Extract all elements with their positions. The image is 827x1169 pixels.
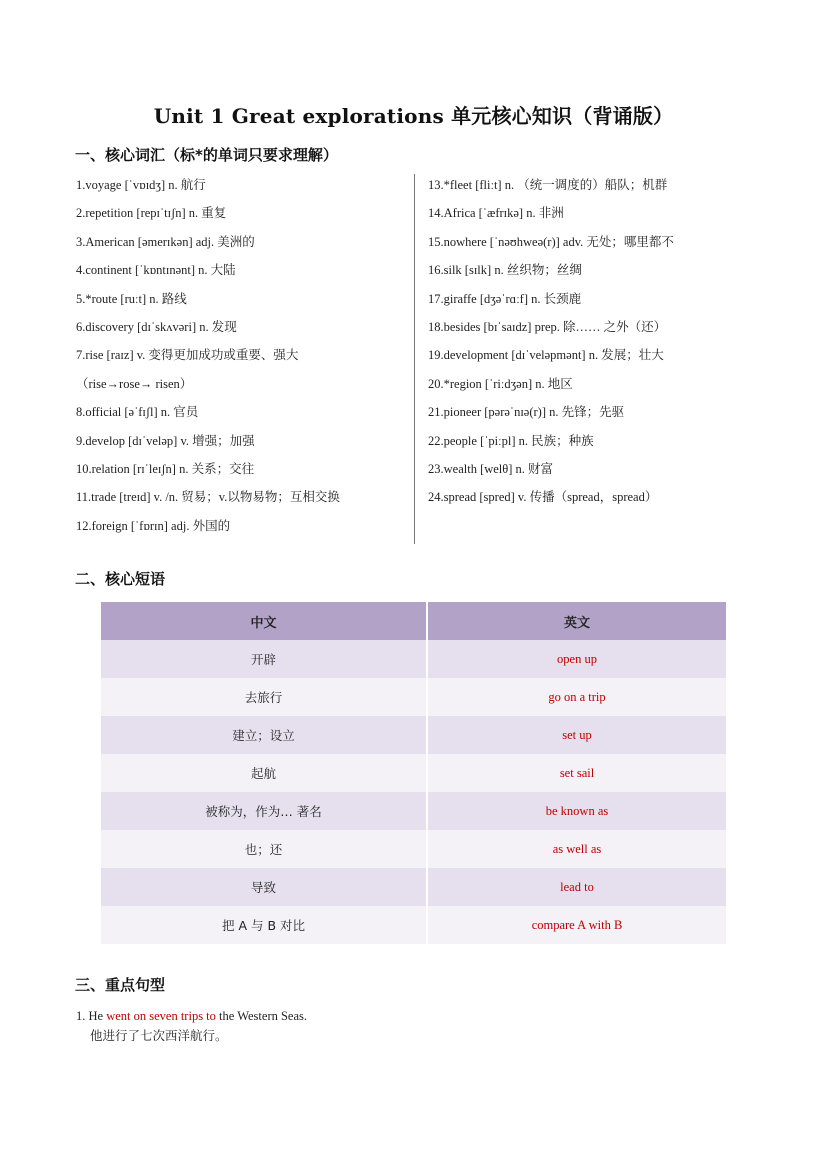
phrase-chinese: 起航 bbox=[101, 754, 427, 792]
table-row bbox=[101, 716, 726, 754]
vocab-item: 4.continent [ˈkɒntɪnənt] n. 大陆 bbox=[76, 263, 236, 278]
sentence-translation: 他进行了七次西洋航行。 bbox=[90, 1028, 228, 1043]
sentence-english bbox=[76, 1006, 307, 1026]
vocab-item: 15.nowhere [ˈnəʊhweə(r)] adv. 无处；哪里都不 bbox=[428, 234, 674, 249]
vocab-item: 10.relation [rɪˈleɪʃn] n. 关系；交往 bbox=[76, 461, 255, 476]
section-heading-sentences: 三、重点句型 bbox=[75, 976, 166, 994]
phrase-chinese: 被称为，作为… 著名 bbox=[101, 792, 427, 830]
vocab-item: 18.besides [bɪˈsaɪdz] prep. 除…… 之外（还） bbox=[428, 319, 667, 334]
key-sentence bbox=[76, 1006, 307, 1046]
phrase-english: be known as bbox=[427, 792, 726, 830]
phrase-english: go on a trip bbox=[427, 678, 726, 716]
table-row bbox=[101, 678, 726, 716]
section-heading-vocabulary: 一、核心词汇（标*的单词只要求理解） bbox=[75, 146, 338, 164]
phrase-chinese: 导致 bbox=[101, 868, 427, 906]
vocab-item: 2.repetition [repɪˈtɪʃn] n. 重复 bbox=[76, 206, 227, 221]
phrase-english: as well as bbox=[427, 830, 726, 868]
phrase-chinese: 去旅行 bbox=[101, 678, 427, 716]
phrase-english: lead to bbox=[427, 868, 726, 906]
vocab-item: 7.rise [raɪz] v. 变得更加成功或重要、强大 bbox=[76, 348, 299, 363]
sentence-highlight: went on seven trips to bbox=[106, 1009, 216, 1023]
vocab-item: 8.official [əˈfɪʃl] n. 官员 bbox=[76, 405, 199, 420]
phrase-english: compare A with B bbox=[427, 906, 726, 944]
vocab-item: 21.pioneer [pərəˈnɪə(r)] n. 先锋；先驱 bbox=[428, 405, 625, 420]
phrase-english: set up bbox=[427, 716, 726, 754]
vocab-item: 1.voyage [ˈvɒɪdʒ] n. 航行 bbox=[76, 178, 206, 192]
page-title: Unit 1 Great explorations 单元核心知识（背诵版） bbox=[153, 104, 674, 128]
vocab-list-left bbox=[76, 171, 406, 540]
table-row bbox=[101, 640, 726, 678]
vocab-item: 22.people [ˈpiːpl] n. 民族；种族 bbox=[428, 433, 594, 448]
vocab-item: 17.giraffe [dʒəˈrɑːf] n. 长颈鹿 bbox=[428, 291, 582, 306]
table-row bbox=[101, 906, 726, 944]
table-row bbox=[101, 792, 726, 830]
vocab-item: 14.Africa [ˈæfrɪkə] n. 非洲 bbox=[428, 206, 564, 221]
phrase-chinese: 建立；设立 bbox=[101, 716, 427, 754]
table-row bbox=[101, 868, 726, 906]
vocab-item: （rise→rose→ risen） bbox=[76, 376, 193, 391]
section-heading-phrases: 二、核心短语 bbox=[75, 570, 166, 588]
vocab-item: 16.silk [sɪlk] n. 丝织物；丝绸 bbox=[428, 263, 582, 278]
column-header-english: 英文 bbox=[427, 602, 726, 640]
phrase-table bbox=[101, 602, 726, 944]
column-header-chinese: 中文 bbox=[101, 602, 427, 640]
vocab-item: 20.*region [ˈriːdʒən] n. 地区 bbox=[428, 376, 573, 391]
phrase-chinese: 开辟 bbox=[101, 640, 427, 678]
vocab-item: 6.discovery [dɪˈskʌvəri] n. 发现 bbox=[76, 319, 237, 334]
sentence-rest: the Western Seas. bbox=[215, 1009, 308, 1023]
vocab-item: 13.*fleet [fliːt] n. （统一调度的）船队；机群 bbox=[428, 178, 668, 192]
phrase-chinese: 把 A 与 B 对比 bbox=[101, 906, 427, 944]
phrase-english: set sail bbox=[427, 754, 726, 792]
vocab-item: 24.spread [spred] v. 传播（spread，spread） bbox=[428, 490, 658, 505]
vocab-item: 3.American [əmerɪkən] adj. 美洲的 bbox=[76, 234, 255, 249]
vocab-item: 9.develop [dɪˈveləp] v. 增强；加强 bbox=[76, 433, 255, 448]
table-row bbox=[101, 754, 726, 792]
sentence-number-subject: 1. He bbox=[76, 1009, 107, 1023]
vocab-item: 19.development [dɪˈveləpmənt] n. 发展；壮大 bbox=[428, 348, 664, 363]
table-header-row bbox=[101, 602, 726, 640]
phrase-english: open up bbox=[427, 640, 726, 678]
vocab-item: 12.foreign [ˈfɒrɪn] adj. 外国的 bbox=[76, 518, 231, 533]
vocab-list-right bbox=[428, 171, 758, 512]
table-row bbox=[101, 830, 726, 868]
vocab-item: 11.trade [treɪd] v. /n. 贸易；v.以物易物；互相交换 bbox=[76, 490, 340, 505]
vocab-item: 5.*route [ruːt] n. 路线 bbox=[76, 291, 187, 306]
vocab-item: 23.wealth [welθ] n. 财富 bbox=[428, 461, 554, 476]
column-divider bbox=[414, 174, 415, 544]
phrase-chinese: 也；还 bbox=[101, 830, 427, 868]
